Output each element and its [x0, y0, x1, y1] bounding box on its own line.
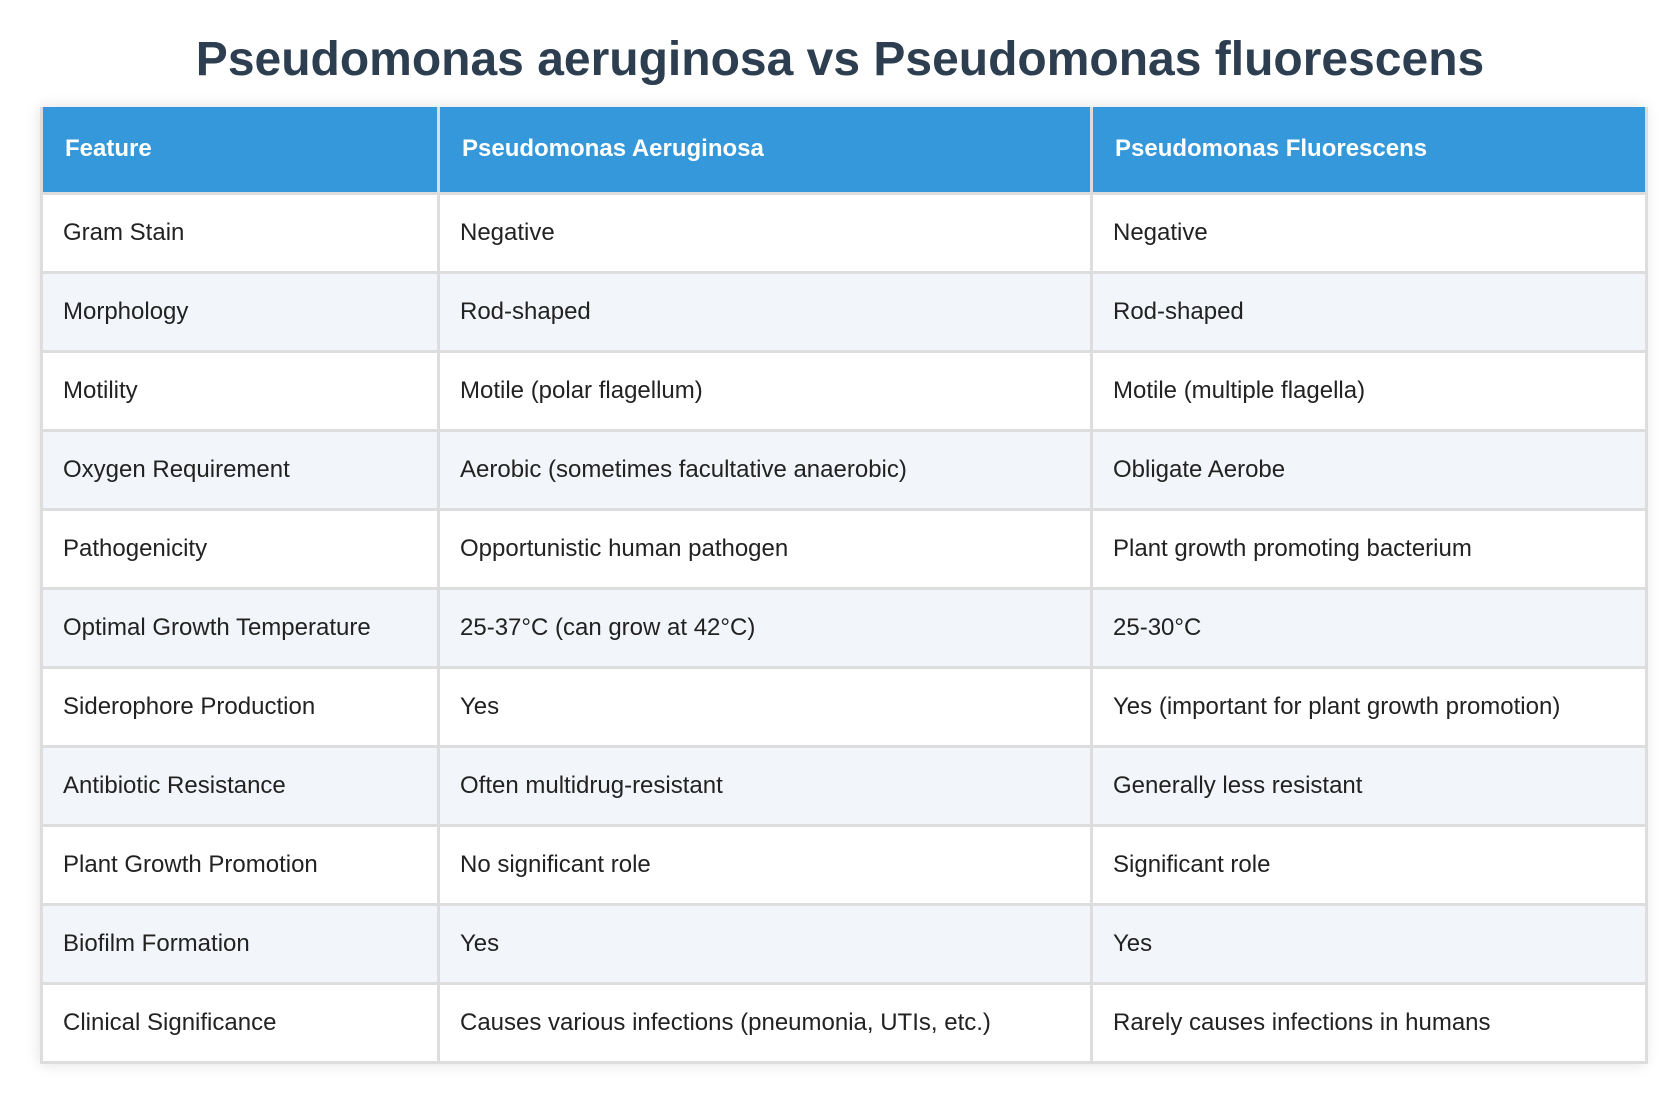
- table-row: [42, 746, 1647, 825]
- aeruginosa-cell: Often multidrug-resistant: [439, 746, 1092, 825]
- column-header-fluorescens: Pseudomonas Fluorescens: [1092, 107, 1647, 193]
- feature-cell: Pathogenicity: [42, 509, 439, 588]
- column-header-aeruginosa: Pseudomonas Aeruginosa: [439, 107, 1092, 193]
- table-row: [42, 351, 1647, 430]
- table-row: [42, 509, 1647, 588]
- table-row: [42, 983, 1647, 1062]
- feature-cell: Siderophore Production: [42, 667, 439, 746]
- aeruginosa-cell: Opportunistic human pathogen: [439, 509, 1092, 588]
- table-row: [42, 904, 1647, 983]
- feature-cell: Motility: [42, 351, 439, 430]
- fluorescens-cell: Rarely causes infections in humans: [1092, 983, 1647, 1062]
- fluorescens-cell: Generally less resistant: [1092, 746, 1647, 825]
- page-title: Pseudomonas aeruginosa vs Pseudomonas fluorescens: [195, 33, 1485, 86]
- table-row: [42, 667, 1647, 746]
- aeruginosa-cell: Causes various infections (pneumonia, UTIs, etc.): [439, 983, 1092, 1062]
- aeruginosa-cell: No significant role: [439, 825, 1092, 904]
- table-row: [42, 430, 1647, 509]
- feature-cell: Biofilm Formation: [42, 904, 439, 983]
- aeruginosa-cell: Yes: [439, 904, 1092, 983]
- comparison-table: [40, 107, 1648, 1064]
- aeruginosa-cell: Aerobic (sometimes facultative anaerobic): [439, 430, 1092, 509]
- table-row: [42, 272, 1647, 351]
- table-row: [42, 825, 1647, 904]
- feature-cell: Optimal Growth Temperature: [42, 588, 439, 667]
- table-header: [42, 107, 1647, 193]
- table-body: [42, 193, 1647, 1062]
- comparison-table-container: [40, 107, 1645, 1064]
- fluorescens-cell: Rod-shaped: [1092, 272, 1647, 351]
- fluorescens-cell: Significant role: [1092, 825, 1647, 904]
- fluorescens-cell: Plant growth promoting bacterium: [1092, 509, 1647, 588]
- fluorescens-cell: Yes (important for plant growth promotion): [1092, 667, 1647, 746]
- table-row: [42, 193, 1647, 272]
- column-header-feature: Feature: [42, 107, 439, 193]
- feature-cell: Morphology: [42, 272, 439, 351]
- header-row: [42, 107, 1647, 193]
- fluorescens-cell: Negative: [1092, 193, 1647, 272]
- table-row: [42, 588, 1647, 667]
- fluorescens-cell: Motile (multiple flagella): [1092, 351, 1647, 430]
- feature-cell: Gram Stain: [42, 193, 439, 272]
- feature-cell: Plant Growth Promotion: [42, 825, 439, 904]
- fluorescens-cell: 25-30°C: [1092, 588, 1647, 667]
- feature-cell: Oxygen Requirement: [42, 430, 439, 509]
- feature-cell: Antibiotic Resistance: [42, 746, 439, 825]
- aeruginosa-cell: Motile (polar flagellum): [439, 351, 1092, 430]
- aeruginosa-cell: Negative: [439, 193, 1092, 272]
- fluorescens-cell: Obligate Aerobe: [1092, 430, 1647, 509]
- feature-cell: Clinical Significance: [42, 983, 439, 1062]
- aeruginosa-cell: Yes: [439, 667, 1092, 746]
- aeruginosa-cell: Rod-shaped: [439, 272, 1092, 351]
- aeruginosa-cell: 25-37°C (can grow at 42°C): [439, 588, 1092, 667]
- fluorescens-cell: Yes: [1092, 904, 1647, 983]
